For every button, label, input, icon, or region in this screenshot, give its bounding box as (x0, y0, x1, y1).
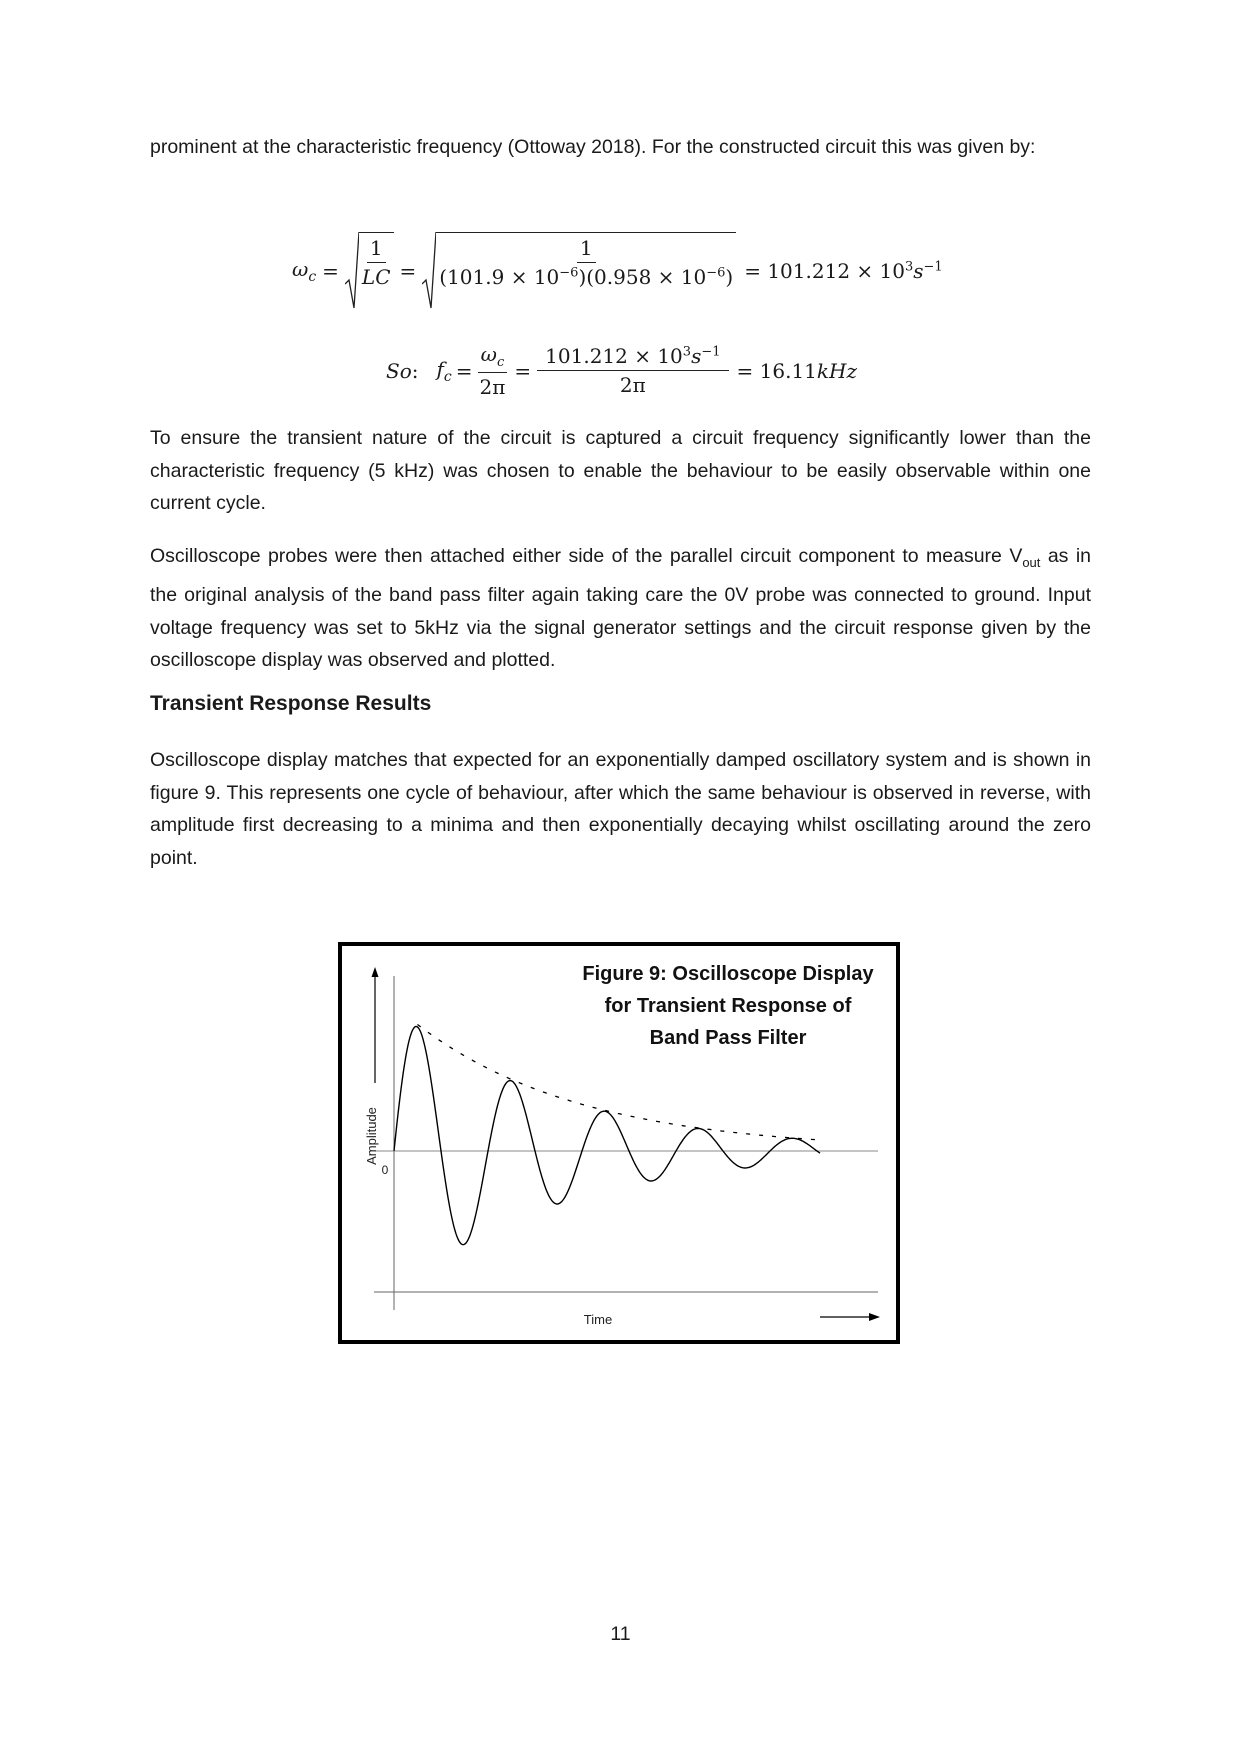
figure-oscilloscope-display (338, 942, 900, 1344)
sqrt-one-over-lc (345, 232, 394, 310)
omega-c-result: = $101.212 \times 10^3s^{-1}$ (744, 259, 943, 283)
paragraph-transient-setup: To ensure the transient nature of the circuit is captured a circuit frequency significantly lower than the characteristic frequency (5 kHz) was chosen to enable the behaviour to be easily observable within one current cycle. (150, 427, 1091, 514)
paragraph-oscilloscope-probes: Oscilloscope probes were then attached either side of the parallel circuit component to measure $V_{out}$ as in the original analysis of the band pass filter again taking care the 0V probe was connected to ground. Input voltage frequency was set to 5kHz via the signal generator settings and the circuit response given by the oscilloscope display was observed and plotted. (150, 545, 1092, 672)
sqrt-numeric (422, 232, 736, 310)
time-arrow-head (869, 1313, 880, 1321)
fraction-omega-over-2pi: $\frac{\omega_c}{2\pi}$ (479, 342, 506, 399)
paragraph-results: Oscilloscope display matches that expected for an exponentially damped oscillatory system and is shown in figure 9. This represents one cycle of behaviour, after which the same behaviour is observed in reverse, with amplitude first decreasing to a minima and then exponentially decaying whilst oscillating around the zero point. (150, 749, 1091, 869)
equation-f-c: So: $f_c$ = $\frac{\omega_c}{2\pi}$ = $\frac{101.212 \times 10^3s^{-1}}{2\pi}$ = 16.11kHz (386, 342, 857, 399)
zero-label: 0 (381, 1163, 389, 1177)
fraction-one-over-lc: $\frac{1}{LC}$ (361, 236, 391, 289)
f-c-symbol: $f_c$ (436, 356, 452, 385)
amplitude-label: Amplitude (364, 1107, 379, 1165)
fraction-numeric: $\frac{1}{(101.9 \times 10^{-6})(0.958 \times 10^{-6})}$ (439, 236, 734, 289)
figure-caption: Figure 9: Oscilloscope Display for Transient Response of Band Pass Filter (582, 963, 874, 1049)
page-number: 11 (610, 1623, 631, 1645)
omega-c-symbol: $\omega_c$ (292, 257, 317, 285)
equation-omega-c: $\omega_c$ = $\frac{1}{LC}$ = $\frac{1}{(101.9 \times 10^{-6})(0.958 \times 10^{-6})}$ = $101.212 \times 10^3s^{-1}$ (292, 232, 943, 310)
amplitude-arrow-head (372, 967, 379, 977)
paragraph-intro: prominent at the characteristic frequency (Ottoway 2018). For the constructed circuit this was given by: (150, 136, 1036, 158)
fraction-numeric-over-2pi: $\frac{101.212 \times 10^3s^{-1}}{2\pi}$ (537, 344, 728, 397)
section-heading: Transient Response Results (150, 692, 432, 715)
time-label: Time (583, 1312, 613, 1327)
f-c-result: = 16.11kHz (736, 358, 857, 383)
so-label: So: (386, 358, 419, 383)
damped-oscillation-curve (394, 1027, 820, 1245)
